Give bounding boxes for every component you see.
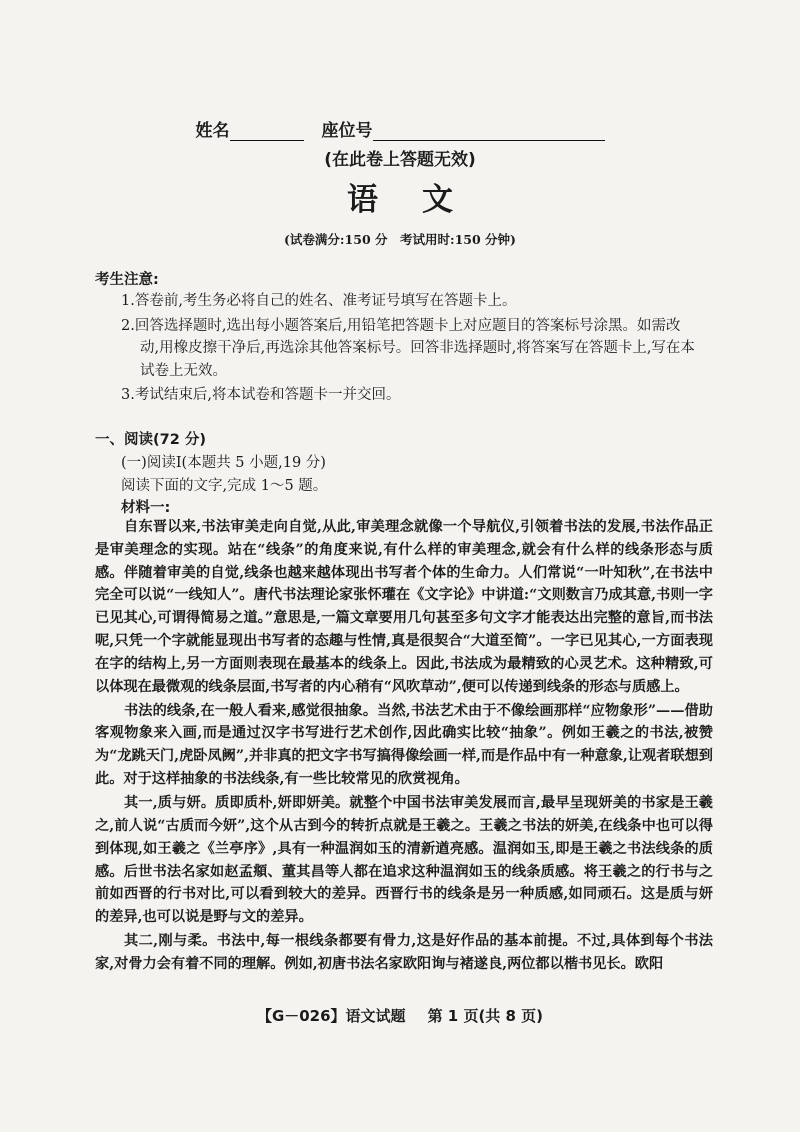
notice-line: 3.考试结束后,将本试卷和答题卡一并交回。 (121, 387, 401, 403)
seat-blank (373, 122, 605, 141)
invalid-note: (在此卷上答题无效) (324, 150, 476, 170)
name-blank (230, 122, 304, 141)
notice-line: 试卷上无效。 (140, 362, 227, 379)
section-subtitle: (一)阅读Ⅰ(本题共 5 小题,19 分) (121, 455, 326, 471)
notice-line: 1.答卷前,考生务必将自己的姓名、准考证号填写在答题卡上。 (121, 293, 517, 309)
material-label: 材料一: (121, 500, 171, 516)
paragraph: 自东晋以来,书法审美走向自觉,从此,审美理念就像一个导航仪,引领着书法的发展,书法作品正是审美理念的实现。站在“线条”的角度来说,有什么样的审美理念,就会有什么样的线条形态与质感。伴随着审美的自觉,线条也越来越体现出书写者个体的生命力。人们常说“一叶知秋”,在书法中完全可以说“一线知人”。唐代书法理论家张怀瓘在《文字论》中讲道:“文则数言乃成其意,书则一字已见其心,可谓得简易之道。”意思是,一篇文章要用几句甚至多句文字才能表达出完整的意旨,而书法呢,只凭一个字就能显现出书写者的态趣与性情,真是很契合“大道至简”。一字已见其心,一方面表现在字的结构上,另一方面则表现在最基本的线条上。因此,书法成为最精致的心灵艺术。这种精致,可以体现在最微观的线条层面,书写者的内心稍有“风吹草动”,便可以传递到线条的形态与质感上。 (95, 519, 713, 695)
footer-page: 第 1 页(共 8 页) (427, 1007, 544, 1025)
notice-line: 动,用橡皮擦干净后,再选涂其他答案标号。回答非选择题时,将答案写在答题卡上,写在本 (140, 340, 695, 356)
paragraph: 其一,质与妍。质即质朴,妍即妍美。就整个中国书法审美发展而言,最早呈现妍美的书家是王羲之,前人说“古质而今妍”,这个从古到今的转折点就是王羲之。王羲之书法的妍美,在线条中也可以得到体现,如王羲之《兰亭序》,具有一种温润如玉的清新遒亮感。温润如玉,即是王羲之书法线条的质感。后世书法名家如赵孟頫、董其昌等人都在追求这种温润如玉的线条质感。将王羲之的行书与之前如西晋的行书对比,可以看到较大的差异。西晋行书的线条是另一种质感,如同顽石。这是质与妍的差异,也可以说是野与文的差异。 (95, 795, 713, 926)
notice-list (121, 290, 721, 409)
section-instruction: 阅读下面的文字,完成 1～5 题。 (121, 478, 328, 494)
page-footer (0, 1005, 800, 1026)
paragraph: 书法的线条,在一般人看来,感觉很抽象。当然,书法艺术由于不像绘画那样“应物象形”——借助客观物象来入画,而是通过汉字书写进行艺术创作,因此确实比较“抽象”。例如王羲之的书法,被赞为“龙跳天门,虎卧凤阙”,并非真的把文字书写搞得像绘画一样,而是作品中有一种意象,让观者联想到此。对于这样抽象的书法线条,有一些比较常见的欣赏视角。 (95, 702, 713, 788)
notice-title: 考生注意: (95, 272, 159, 288)
subject-title: 语文 (347, 182, 497, 218)
section-title: 一、阅读(72 分) (95, 432, 206, 448)
exam-info: (试卷满分:150 分 考试用时:150 分钟) (284, 232, 516, 247)
notice-line: 2.回答选择题时,选出每小题答案后,用铅笔把答题卡上对应题目的答案标号涂黑。如需改 (121, 317, 681, 334)
notice-item (121, 290, 721, 313)
candidate-info-line (0, 116, 800, 141)
notice-item (121, 384, 721, 407)
name-label: 姓名 (195, 121, 230, 141)
paragraph: 其二,刚与柔。书法中,每一根线条都要有骨力,这是好作品的基本前提。不过,具体到每个书法家,对骨力会有着不同的理解。例如,初唐书法名家欧阳询与褚遂良,两位都以楷书见长。欧阳 (95, 933, 713, 973)
footer-code: 【G－026】语文试题 (256, 1007, 406, 1025)
material-body (95, 516, 713, 977)
seat-label: 座位号 (321, 121, 373, 141)
notice-item (121, 315, 721, 383)
